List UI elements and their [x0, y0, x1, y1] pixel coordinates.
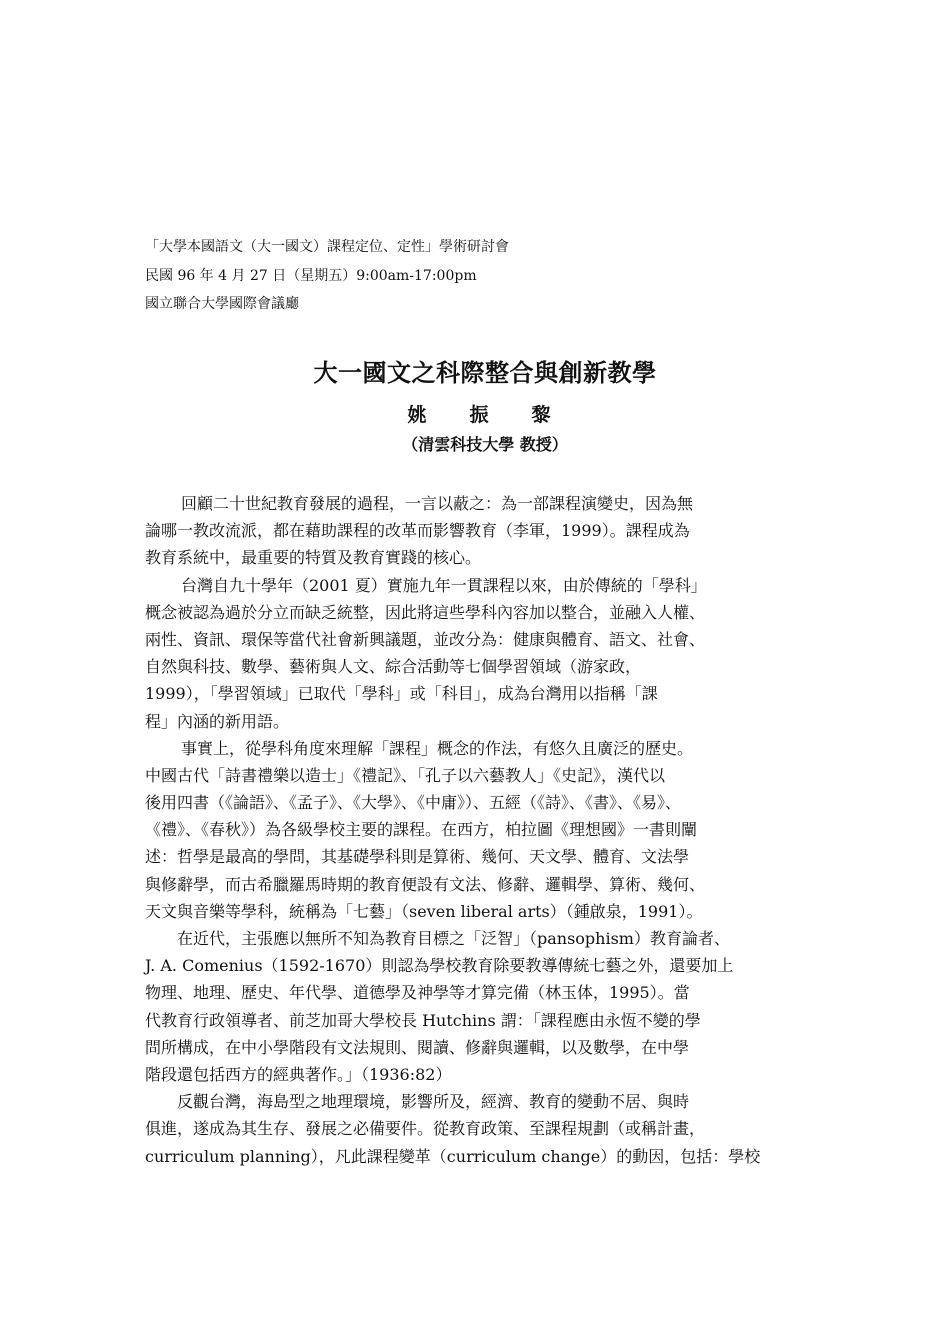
paragraph-line: 概念被認為過於分立而缺乏統整，因此將這些學科內容加以整合，並融入人權、 [145, 602, 706, 622]
author-affiliation: （清雲科技大學 教授） [402, 435, 568, 454]
conference-name: 「大學本國語文（大一國文）課程定位、定性」學術研討會 [145, 239, 509, 255]
paragraph-line: 台灣自九十學年（2001 夏）實施九年一貫課程以來，由於傳統的「學科」 [181, 575, 707, 595]
paragraph-line: 天文與音樂等學科，統稱為「七藝」（seven liberal arts）（鍾啟泉，1991）。 [145, 901, 703, 921]
paragraph-line: 兩性、資訊、環保等當代社會新興議題，並改分為：健康與體育、語文、社會、 [145, 629, 706, 649]
paper-title: 大一國文之科際整合與創新教學 [313, 358, 657, 387]
conference-date: 民國 96 年 4 月 27 日（星期五）9:00am-17:00pm [145, 267, 477, 284]
paragraph-line: 反觀台灣，海島型之地理環境，影響所及，經濟、教育的變動不居、與時 [177, 1092, 690, 1112]
conference-venue: 國立聯合大學國際會議廳 [145, 296, 299, 312]
paragraph-line: curriculum planning），凡此課程變革（curriculum change）的動因，包括：學校 [145, 1146, 761, 1166]
paragraph-line: 階段還包括西方的經典著作。」（1936:82） [145, 1064, 452, 1084]
author-name: 姚 振 黎 [407, 404, 563, 426]
paragraph-line: 《禮》、《春秋》）為各級學校主要的課程。在西方，柏拉圖《理想國》一書則闡 [145, 820, 698, 840]
paragraph-line: 與修辭學，而古希臘羅馬時期的教育便設有文法、修辭、邏輯學、算術、幾何、 [145, 874, 706, 894]
paragraph-line: 論哪一教改流派，都在藉助課程的改革而影響教育（李軍，1999）。課程成為 [145, 521, 690, 541]
paragraph-line: 物理、地理、歷史、年代學、道德學及神學等才算完備（林玉体，1995）。當 [145, 983, 690, 1003]
paragraph-line: 1999），「學習領域」已取代「學科」或「科目」，成為台灣用以指稱「課 [145, 684, 658, 704]
paragraph-line: J. A. Comenius（1592-1670）則認為學校教育除要教導傳統七藝之外，還要加上 [145, 956, 734, 976]
paragraph-line: 後用四書（《論語》、《孟子》、《大學》、《中庸》）、五經（《詩》、《書》、《易》、 [145, 793, 682, 813]
paragraph-line: 代教育行政領導者、前芝加哥大學校長 Hutchins 謂：「課程應由永恆不變的學 [145, 1010, 701, 1030]
paragraph-line: 中國古代「詩書禮樂以造士」《禮記》、「孔子以六藝教人」《史記》，漢代以 [145, 765, 666, 785]
paragraph-line: 程」內涵的新用語。 [145, 711, 290, 731]
paragraph-line: 問所構成，在中小學階段有文法規則、閱讀、修辭與邏輯，以及數學，在中學 [145, 1037, 690, 1057]
paragraph-line: 事實上，從學科角度來理解「課程」概念的作法，有悠久且廣泛的歷史。 [181, 738, 694, 758]
paragraph-line: 自然與科技、數學、藝術與人文、綜合活動等七個學習領域（游家政， [145, 657, 642, 677]
paragraph-line: 回顧二十世紀教育發展的過程，一言以蔽之：為一部課程演變史，因為無 [181, 494, 694, 513]
paragraph-line: 在近代，主張應以無所不知為教育目標之「泛智」（pansophism）教育論者、 [177, 929, 730, 948]
conference-header [145, 233, 825, 319]
body-text [145, 490, 825, 1170]
paragraph-line: 俱進，遂成為其生存、發展之必備要件。從教育政策、至課程規劃（或稱計畫， [145, 1119, 706, 1139]
paragraph-line: 教育系統中，最重要的特質及教育實踐的核心。 [145, 548, 482, 568]
paragraph-line: 述：哲學是最高的學問，其基礎學科則是算術、幾何、天文學、體育、文法學 [145, 847, 690, 867]
